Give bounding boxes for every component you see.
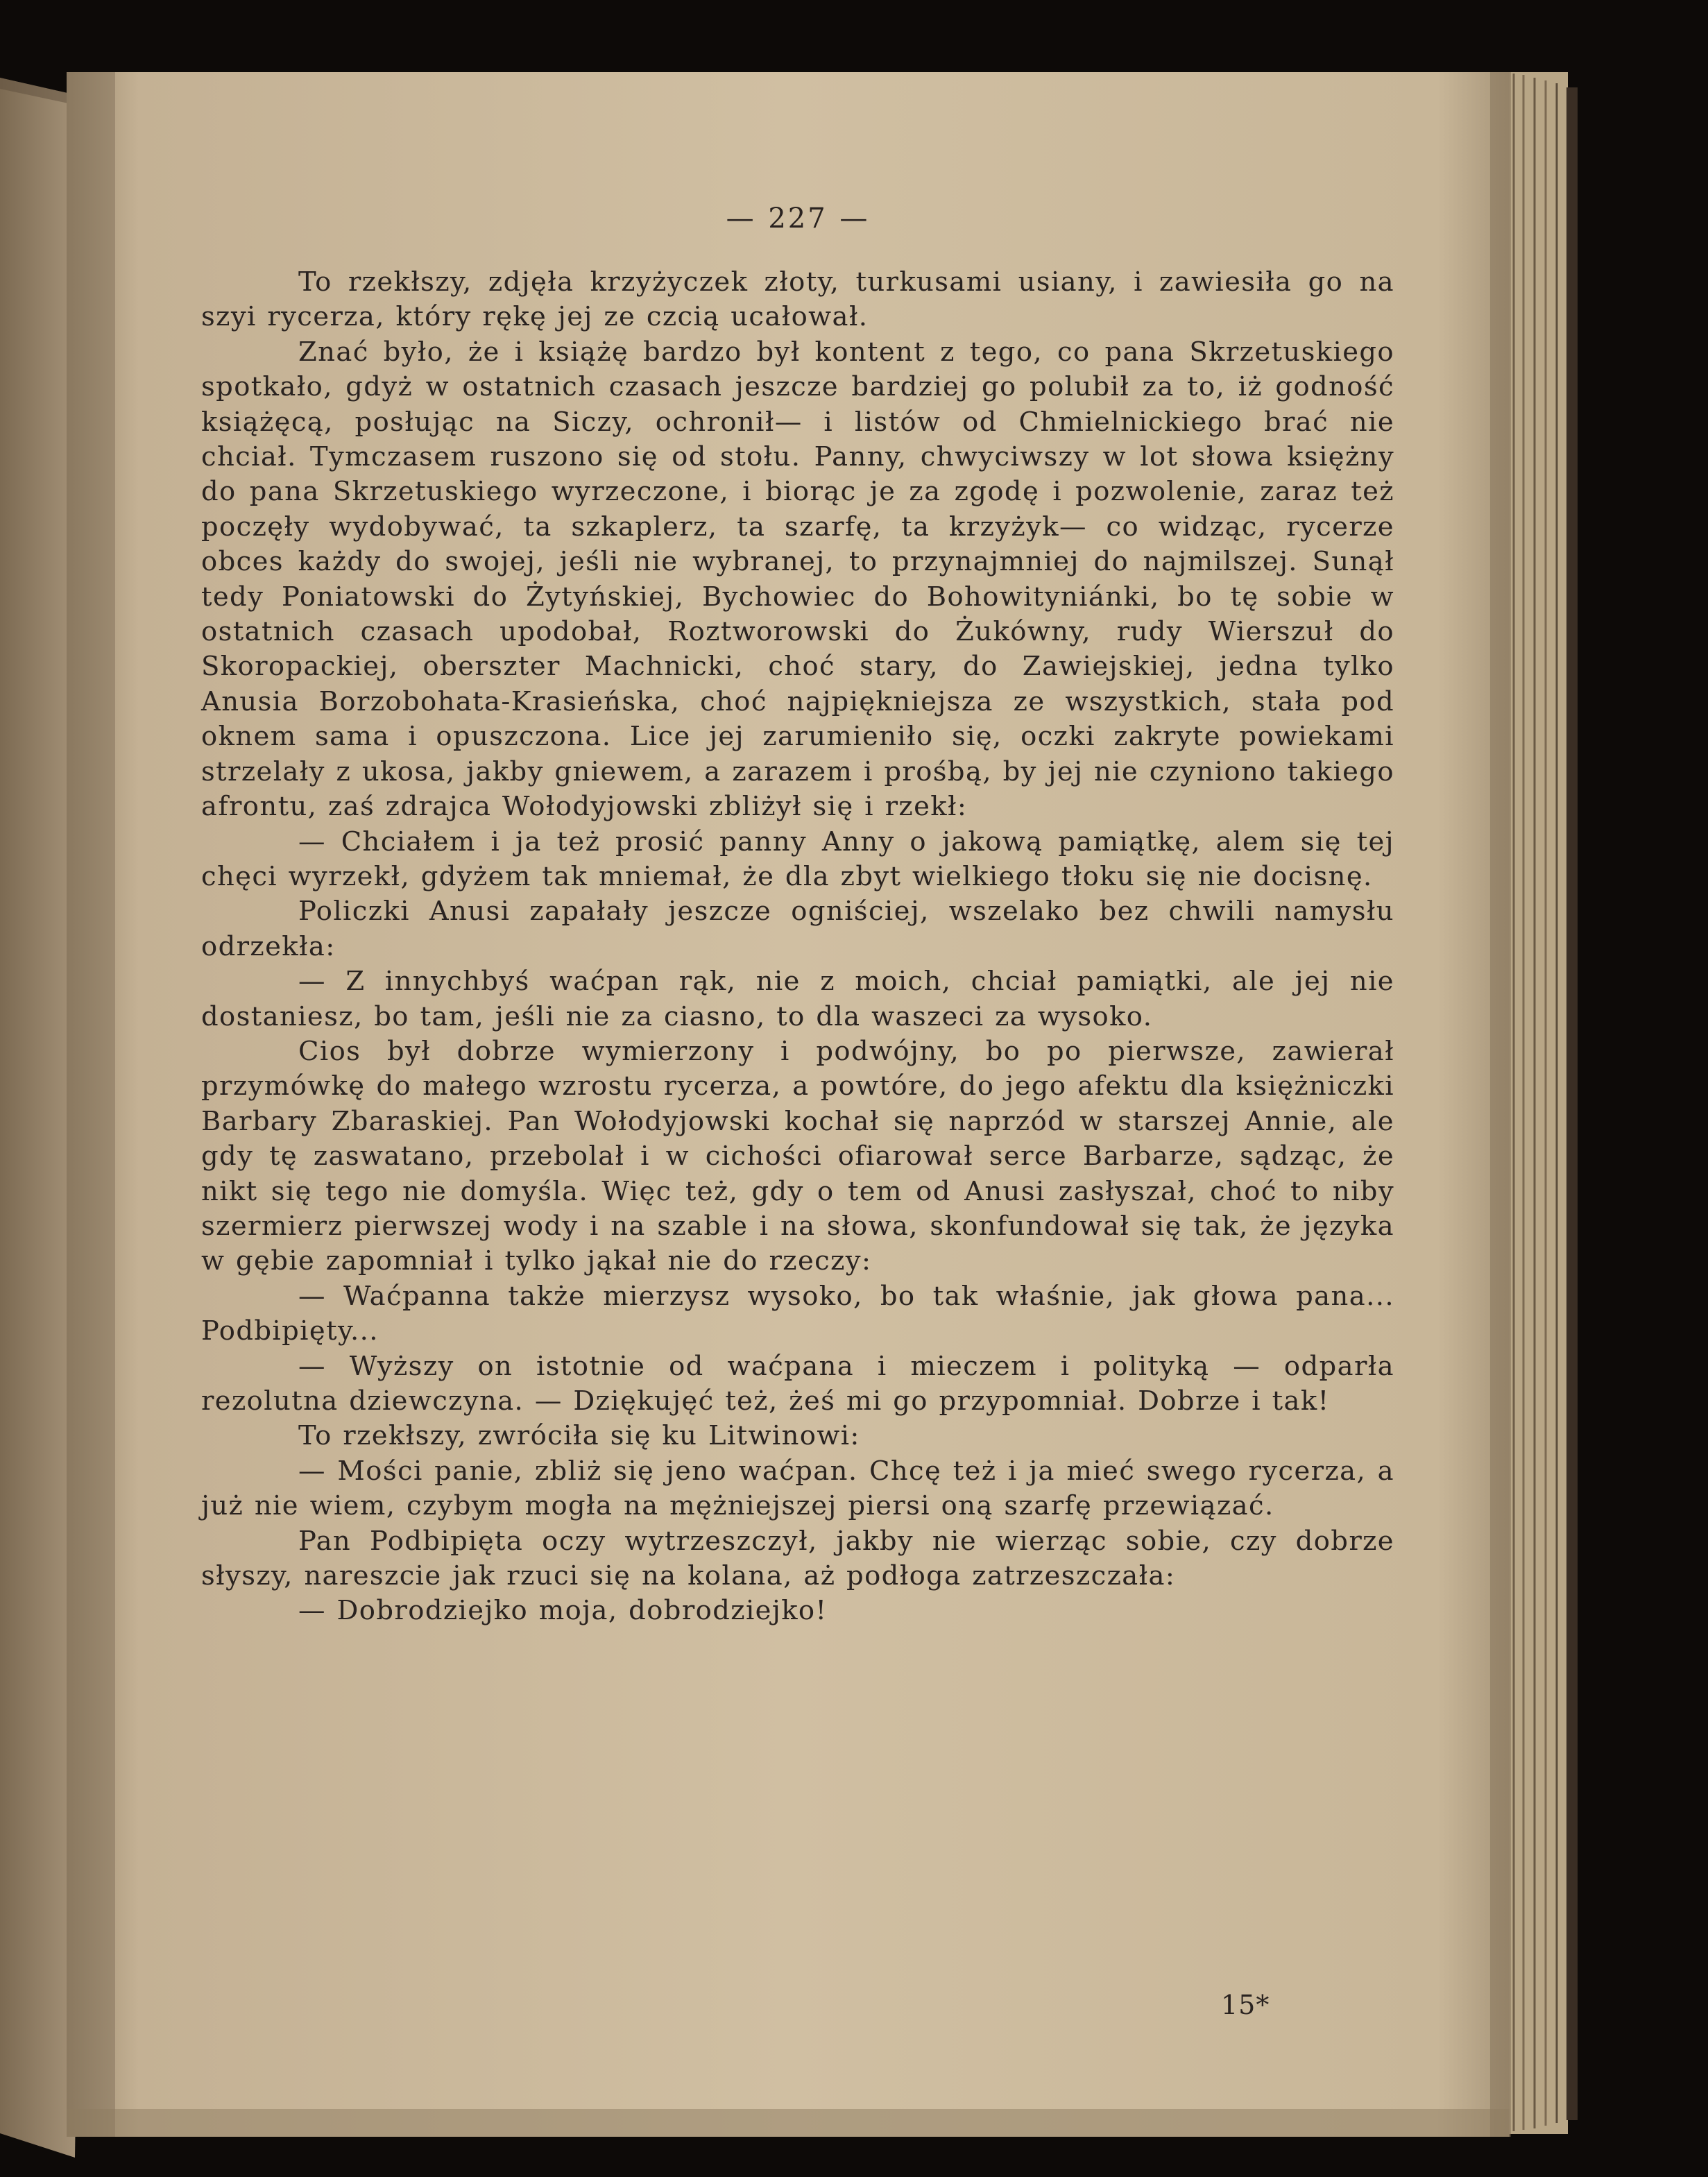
paragraph: Policzki Anusi zapałały jeszcze ogniściej, wszelako bez chwili namysłu odrzekła: (201, 896, 1394, 962)
signature-mark: 15* (1221, 1990, 1270, 2020)
paragraph: — Z innychbyś waćpan rąk, nie z moich, chciał pamiątki, ale jej nie dostaniesz, bo tam, jeśli nie za ciasno, to dla waszeci za wysoko. (201, 966, 1394, 1032)
page-text (201, 201, 1394, 1629)
paragraph: — Chciałem i ja też prosić panny Anny o jakową pamiątkę, alem się tej chęci wyrzekł, gdyżem tak mniemał, że dla zbyt wielkiego tłoku się nie docisnę. (201, 826, 1394, 892)
paragraph: — Mości panie, zbliż się jeno waćpan. Chcę też i ja mieć swego rycerza, a już nie wiem, czybym mogła na mężniejszej piersi oną szarfę przewiązać. (201, 1455, 1394, 1522)
paragraph: — Waćpanna także mierzysz wysoko, bo tak właśnie, jak głowa pana... Podbipięty... (201, 1280, 1394, 1347)
page-number-header: — 227 — (726, 203, 870, 234)
paragraph: Znać było, że i książę bardzo był kontent z tego, co pana Skrzetuskiego spotkało, gdyż w ostatnich czasach jeszcze bardziej go polubił za to, iż godność książęcą, posłując na Siczy, ochronił— i listów od Chmielnickiego brać nie chciał. Tymczasem ruszono się od stołu. Panny, chwyciwszy w lot słowa księżny do pana Skrzetuskiego wyrzeczone, i biorąc je za zgodę i pozwolenie, zaraz też poczęły wydobywać, ta szkaplerz, ta szarfę, ta krzyżyk— co widząc, rycerze obces każdy do swojej, jeśli nie wybranej, to przynajmniej do najmilszej. Sunął tedy Poniatowski do Żytyńskiej, Bychowiec do Bohowityniánki, bo tę sobie w ostatnich czasach upodobał, Roztworowski do Żukówny, rudy Wierszuł do Skoropackiej, oberszter Machnicki, choć stary, do Zawiejskiej, jedna tylko Anusia Borzobohata-Krasieńska, choć najpiękniejsza ze wszystkich, stała pod oknem sama i opuszczona. Lice jej zarumieniło się, oczki zakryte powiekami strzelały z ukosa, jakby gniewem, a zarazem i prośbą, by jej nie czyniono takiego afrontu, zaś zdrajca Wołodyjowski zbliżył się i rzekł: (201, 336, 1394, 823)
paragraph: — Dobrodziejko moja, dobrodziejko! (298, 1595, 828, 1627)
paragraph: To rzekłszy, zdjęła krzyżyczek złoty, turkusami usiany, i zawiesiła go na szyi rycerza, który rękę jej ze czcią ucałował. (201, 266, 1394, 333)
paragraph: Cios był dobrze wymierzony i podwójny, bo po pierwsze, zawierał przymówkę do małego wzrostu rycerza, a powtóre, do jego afektu dla księżniczki Barbary Zbaraskiej. Pan Wołodyjowski kochał się naprzód w starszej Annie, ale gdy tę zaswatano, przebolał i w cichości ofiarował serce Barbarze, sądząc, że nikt się tego nie domyśla. Więc też, gdy o tem od Anusi zasłyszał, choć to niby szermierz pierwszej wody i na szable i na słowa, skonfundował się tak, że języka w gębie zapomniał i tylko jąkał nie do rzeczy: (201, 1035, 1394, 1277)
paragraph: To rzekłszy, zwróciła się ku Litwinowi: (298, 1420, 860, 1452)
paragraph: Pan Podbipięta oczy wytrzeszczył, jakby nie wierząc sobie, czy dobrze słyszy, nareszcie jak rzuci się na kolana, aż podłoga zatrzeszczała: (201, 1525, 1394, 1592)
paragraph: — Wyższy on istotnie od waćpana i mieczem i polityką — odparła rezolutna dziewczyna. — Dziękujęć też, żeś mi go przypomniał. Dobrze i tak! (201, 1350, 1394, 1417)
